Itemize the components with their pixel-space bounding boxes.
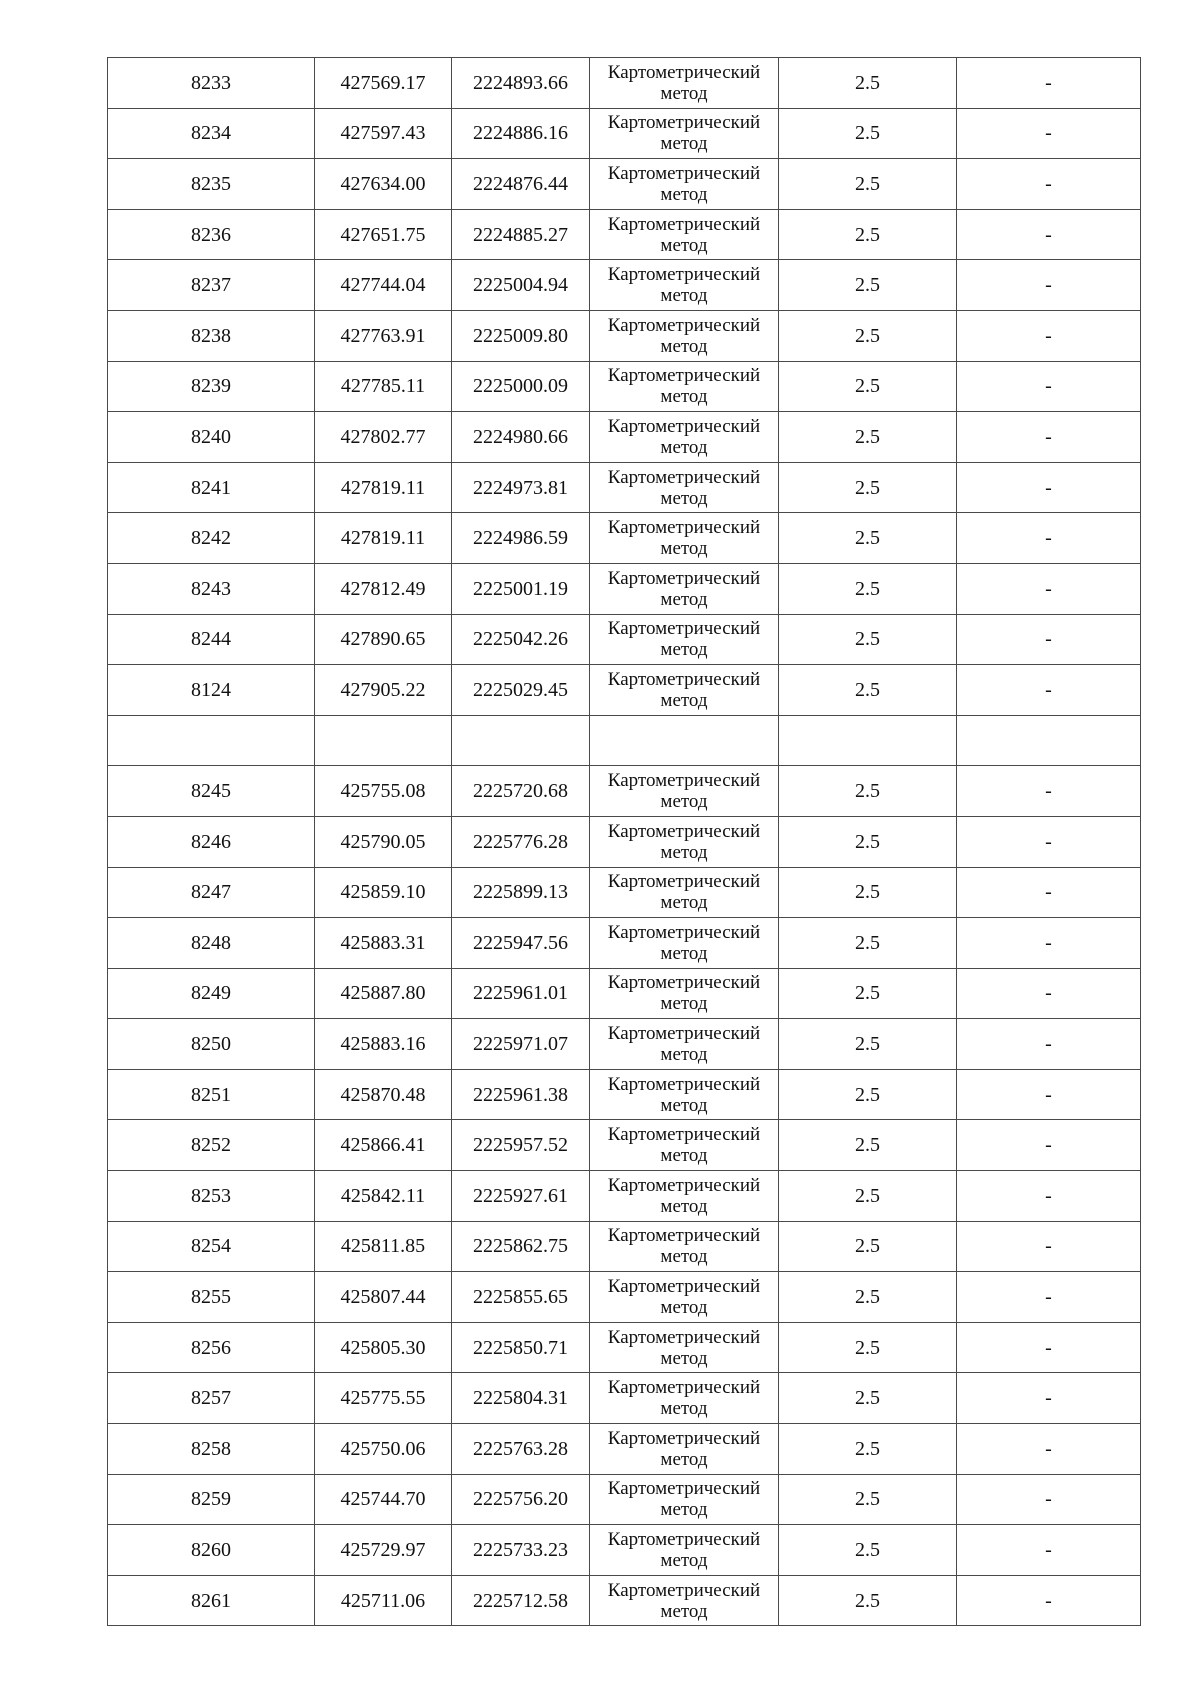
method-line-2: метод <box>660 386 708 408</box>
accuracy-cell: 2.5 <box>779 1221 957 1272</box>
method-line-1: Картометрический <box>607 1579 761 1601</box>
accuracy-cell: 2.5 <box>779 1272 957 1323</box>
method-cell <box>590 58 779 109</box>
point-number-cell: 8252 <box>108 1120 315 1171</box>
method-line-1: Картометрический <box>607 112 761 134</box>
method-line-2: метод <box>660 1246 708 1268</box>
empty-cell <box>108 715 315 766</box>
point-number-cell: 8242 <box>108 513 315 564</box>
table-row <box>108 108 1141 159</box>
table-row <box>108 1120 1141 1171</box>
point-number-cell: 8257 <box>108 1373 315 1424</box>
table-row <box>108 1474 1141 1525</box>
x-coordinate-cell: 425842.11 <box>315 1171 452 1222</box>
point-number-cell: 8253 <box>108 1171 315 1222</box>
accuracy-cell: 2.5 <box>779 310 957 361</box>
note-cell: - <box>957 665 1141 716</box>
y-coordinate-cell: 2224893.66 <box>452 58 590 109</box>
x-coordinate-cell: 427651.75 <box>315 209 452 260</box>
method-cell <box>590 1069 779 1120</box>
y-coordinate-cell: 2225004.94 <box>452 260 590 311</box>
method-line-1: Картометрический <box>607 1529 761 1551</box>
table-row <box>108 361 1141 412</box>
note-cell: - <box>957 918 1141 969</box>
note-cell: - <box>957 1474 1141 1525</box>
x-coordinate-cell: 427785.11 <box>315 361 452 412</box>
method-line-2: метод <box>660 1398 708 1420</box>
x-coordinate-cell: 425711.06 <box>315 1575 452 1626</box>
accuracy-cell: 2.5 <box>779 918 957 969</box>
point-number-cell: 8249 <box>108 968 315 1019</box>
accuracy-cell: 2.5 <box>779 462 957 513</box>
accuracy-cell: 2.5 <box>779 159 957 210</box>
point-number-cell: 8251 <box>108 1069 315 1120</box>
y-coordinate-cell: 2225862.75 <box>452 1221 590 1272</box>
method-line-2: метод <box>660 639 708 661</box>
y-coordinate-cell: 2225957.52 <box>452 1120 590 1171</box>
x-coordinate-cell: 427819.11 <box>315 462 452 513</box>
method-cell <box>590 766 779 817</box>
method-line-1: Картометрический <box>607 618 761 640</box>
method-line-2: метод <box>660 892 708 914</box>
table-row <box>108 816 1141 867</box>
accuracy-cell: 2.5 <box>779 1120 957 1171</box>
accuracy-cell: 2.5 <box>779 209 957 260</box>
x-coordinate-cell: 427597.43 <box>315 108 452 159</box>
accuracy-cell: 2.5 <box>779 412 957 463</box>
accuracy-cell: 2.5 <box>779 260 957 311</box>
method-cell <box>590 1221 779 1272</box>
method-line-1: Картометрический <box>607 668 761 690</box>
x-coordinate-cell: 427763.91 <box>315 310 452 361</box>
point-number-cell: 8258 <box>108 1424 315 1475</box>
table-row <box>108 1373 1141 1424</box>
note-cell: - <box>957 412 1141 463</box>
table-row <box>108 766 1141 817</box>
method-line-2: метод <box>660 82 708 104</box>
method-line-1: Картометрический <box>607 820 761 842</box>
method-line-1: Картометрический <box>607 1124 761 1146</box>
method-cell <box>590 513 779 564</box>
method-line-1: Картометрический <box>607 365 761 387</box>
coordinates-table-body <box>108 58 1141 1626</box>
method-cell <box>590 1575 779 1626</box>
note-cell: - <box>957 766 1141 817</box>
accuracy-cell: 2.5 <box>779 1424 957 1475</box>
empty-cell <box>590 715 779 766</box>
y-coordinate-cell: 2224885.27 <box>452 209 590 260</box>
method-line-2: метод <box>660 791 708 813</box>
y-coordinate-cell: 2225961.01 <box>452 968 590 1019</box>
y-coordinate-cell: 2225776.28 <box>452 816 590 867</box>
point-number-cell: 8254 <box>108 1221 315 1272</box>
x-coordinate-cell: 427819.11 <box>315 513 452 564</box>
note-cell: - <box>957 1272 1141 1323</box>
note-cell: - <box>957 1019 1141 1070</box>
method-line-2: метод <box>660 1094 708 1116</box>
y-coordinate-cell: 2225720.68 <box>452 766 590 817</box>
method-line-2: метод <box>660 841 708 863</box>
point-number-cell: 8234 <box>108 108 315 159</box>
accuracy-cell: 2.5 <box>779 58 957 109</box>
accuracy-cell: 2.5 <box>779 108 957 159</box>
method-line-2: метод <box>660 993 708 1015</box>
point-number-cell: 8240 <box>108 412 315 463</box>
point-number-cell: 8233 <box>108 58 315 109</box>
method-cell <box>590 462 779 513</box>
method-cell <box>590 563 779 614</box>
x-coordinate-cell: 425883.31 <box>315 918 452 969</box>
table-row <box>108 1019 1141 1070</box>
y-coordinate-cell: 2225961.38 <box>452 1069 590 1120</box>
method-cell <box>590 1373 779 1424</box>
method-cell <box>590 1525 779 1576</box>
note-cell: - <box>957 968 1141 1019</box>
y-coordinate-cell: 2225009.80 <box>452 310 590 361</box>
y-coordinate-cell: 2225899.13 <box>452 867 590 918</box>
method-line-2: метод <box>660 1347 708 1369</box>
x-coordinate-cell: 425750.06 <box>315 1424 452 1475</box>
point-number-cell: 8235 <box>108 159 315 210</box>
x-coordinate-cell: 425775.55 <box>315 1373 452 1424</box>
note-cell: - <box>957 209 1141 260</box>
table-row <box>108 1171 1141 1222</box>
method-line-1: Картометрический <box>607 1073 761 1095</box>
accuracy-cell: 2.5 <box>779 867 957 918</box>
method-line-2: метод <box>660 942 708 964</box>
table-row <box>108 159 1141 210</box>
x-coordinate-cell: 425755.08 <box>315 766 452 817</box>
point-number-cell: 8255 <box>108 1272 315 1323</box>
y-coordinate-cell: 2224980.66 <box>452 412 590 463</box>
method-cell <box>590 1424 779 1475</box>
x-coordinate-cell: 425744.70 <box>315 1474 452 1525</box>
note-cell: - <box>957 1221 1141 1272</box>
method-line-2: метод <box>660 1297 708 1319</box>
method-line-2: метод <box>660 487 708 509</box>
method-line-1: Картометрический <box>607 314 761 336</box>
x-coordinate-cell: 427905.22 <box>315 665 452 716</box>
note-cell: - <box>957 1171 1141 1222</box>
note-cell: - <box>957 108 1141 159</box>
method-line-2: метод <box>660 285 708 307</box>
point-number-cell: 8243 <box>108 563 315 614</box>
x-coordinate-cell: 427634.00 <box>315 159 452 210</box>
x-coordinate-cell: 427569.17 <box>315 58 452 109</box>
point-number-cell: 8246 <box>108 816 315 867</box>
accuracy-cell: 2.5 <box>779 1322 957 1373</box>
table-row <box>108 310 1141 361</box>
table-row <box>108 1424 1141 1475</box>
accuracy-cell: 2.5 <box>779 1474 957 1525</box>
point-number-cell: 8250 <box>108 1019 315 1070</box>
method-line-2: метод <box>660 1600 708 1622</box>
accuracy-cell: 2.5 <box>779 1171 957 1222</box>
note-cell: - <box>957 563 1141 614</box>
method-line-1: Картометрический <box>607 871 761 893</box>
point-number-cell: 8245 <box>108 766 315 817</box>
y-coordinate-cell: 2225712.58 <box>452 1575 590 1626</box>
method-cell <box>590 968 779 1019</box>
method-line-2: метод <box>660 183 708 205</box>
method-line-2: метод <box>660 1550 708 1572</box>
accuracy-cell: 2.5 <box>779 1019 957 1070</box>
x-coordinate-cell: 425870.48 <box>315 1069 452 1120</box>
y-coordinate-cell: 2225029.45 <box>452 665 590 716</box>
method-line-1: Картометрический <box>607 1326 761 1348</box>
point-number-cell: 8248 <box>108 918 315 969</box>
method-line-1: Картометрический <box>607 567 761 589</box>
x-coordinate-cell: 425883.16 <box>315 1019 452 1070</box>
x-coordinate-cell: 427744.04 <box>315 260 452 311</box>
note-cell: - <box>957 1424 1141 1475</box>
method-line-2: метод <box>660 436 708 458</box>
method-cell <box>590 361 779 412</box>
method-cell <box>590 918 779 969</box>
point-number-cell: 8244 <box>108 614 315 665</box>
y-coordinate-cell: 2225733.23 <box>452 1525 590 1576</box>
method-line-1: Картометрический <box>607 770 761 792</box>
table-row <box>108 1575 1141 1626</box>
x-coordinate-cell: 425866.41 <box>315 1120 452 1171</box>
method-cell <box>590 816 779 867</box>
point-number-cell: 8256 <box>108 1322 315 1373</box>
accuracy-cell: 2.5 <box>779 665 957 716</box>
table-row <box>108 462 1141 513</box>
y-coordinate-cell: 2224876.44 <box>452 159 590 210</box>
method-cell <box>590 1322 779 1373</box>
table-row <box>108 918 1141 969</box>
method-line-1: Картометрический <box>607 1276 761 1298</box>
method-line-1: Картометрический <box>607 1478 761 1500</box>
point-number-cell: 8238 <box>108 310 315 361</box>
note-cell: - <box>957 1120 1141 1171</box>
accuracy-cell: 2.5 <box>779 563 957 614</box>
note-cell: - <box>957 58 1141 109</box>
method-cell <box>590 412 779 463</box>
method-line-2: метод <box>660 689 708 711</box>
method-cell <box>590 614 779 665</box>
note-cell: - <box>957 1322 1141 1373</box>
empty-cell <box>779 715 957 766</box>
x-coordinate-cell: 427812.49 <box>315 563 452 614</box>
table-row <box>108 867 1141 918</box>
method-line-2: метод <box>660 1145 708 1167</box>
method-line-1: Картометрический <box>607 213 761 235</box>
y-coordinate-cell: 2225927.61 <box>452 1171 590 1222</box>
method-line-1: Картометрический <box>607 162 761 184</box>
note-cell: - <box>957 1525 1141 1576</box>
table-row <box>108 1221 1141 1272</box>
note-cell: - <box>957 513 1141 564</box>
y-coordinate-cell: 2225971.07 <box>452 1019 590 1070</box>
coordinates-table <box>107 57 1141 1626</box>
accuracy-cell: 2.5 <box>779 513 957 564</box>
x-coordinate-cell: 427802.77 <box>315 412 452 463</box>
y-coordinate-cell: 2225000.09 <box>452 361 590 412</box>
note-cell: - <box>957 361 1141 412</box>
point-number-cell: 8124 <box>108 665 315 716</box>
method-line-2: метод <box>660 588 708 610</box>
y-coordinate-cell: 2225947.56 <box>452 918 590 969</box>
method-cell <box>590 310 779 361</box>
method-line-1: Картометрический <box>607 1174 761 1196</box>
table-row <box>108 1322 1141 1373</box>
method-cell <box>590 867 779 918</box>
method-cell <box>590 260 779 311</box>
note-cell: - <box>957 614 1141 665</box>
x-coordinate-cell: 425887.80 <box>315 968 452 1019</box>
table-row <box>108 563 1141 614</box>
accuracy-cell: 2.5 <box>779 1373 957 1424</box>
accuracy-cell: 2.5 <box>779 1069 957 1120</box>
method-line-2: метод <box>660 1499 708 1521</box>
y-coordinate-cell: 2224886.16 <box>452 108 590 159</box>
point-number-cell: 8241 <box>108 462 315 513</box>
note-cell: - <box>957 310 1141 361</box>
table-row <box>108 1525 1141 1576</box>
point-number-cell: 8237 <box>108 260 315 311</box>
x-coordinate-cell: 425859.10 <box>315 867 452 918</box>
method-line-2: метод <box>660 1195 708 1217</box>
method-line-2: метод <box>660 335 708 357</box>
point-number-cell: 8236 <box>108 209 315 260</box>
accuracy-cell: 2.5 <box>779 766 957 817</box>
note-cell: - <box>957 867 1141 918</box>
x-coordinate-cell: 425805.30 <box>315 1322 452 1373</box>
y-coordinate-cell: 2225763.28 <box>452 1424 590 1475</box>
method-cell <box>590 108 779 159</box>
method-cell <box>590 159 779 210</box>
note-cell: - <box>957 816 1141 867</box>
x-coordinate-cell: 425811.85 <box>315 1221 452 1272</box>
x-coordinate-cell: 427890.65 <box>315 614 452 665</box>
y-coordinate-cell: 2225756.20 <box>452 1474 590 1525</box>
accuracy-cell: 2.5 <box>779 968 957 1019</box>
method-line-1: Картометрический <box>607 61 761 83</box>
accuracy-cell: 2.5 <box>779 361 957 412</box>
method-line-2: метод <box>660 538 708 560</box>
note-cell: - <box>957 1069 1141 1120</box>
method-cell <box>590 1120 779 1171</box>
empty-cell <box>957 715 1141 766</box>
method-cell <box>590 1171 779 1222</box>
table-row <box>108 1069 1141 1120</box>
y-coordinate-cell: 2225804.31 <box>452 1373 590 1424</box>
method-cell <box>590 209 779 260</box>
method-line-1: Картометрический <box>607 921 761 943</box>
method-cell <box>590 665 779 716</box>
empty-cell <box>315 715 452 766</box>
method-line-1: Картометрический <box>607 1023 761 1045</box>
method-cell <box>590 1019 779 1070</box>
note-cell: - <box>957 1575 1141 1626</box>
y-coordinate-cell: 2225850.71 <box>452 1322 590 1373</box>
table-row <box>108 1272 1141 1323</box>
table-row <box>108 209 1141 260</box>
method-line-2: метод <box>660 133 708 155</box>
method-line-1: Картометрический <box>607 1377 761 1399</box>
empty-cell <box>452 715 590 766</box>
note-cell: - <box>957 260 1141 311</box>
method-line-1: Картометрический <box>607 1225 761 1247</box>
method-cell <box>590 1272 779 1323</box>
method-line-1: Картометрический <box>607 466 761 488</box>
accuracy-cell: 2.5 <box>779 614 957 665</box>
method-line-2: метод <box>660 1044 708 1066</box>
method-line-2: метод <box>660 1448 708 1470</box>
table-row <box>108 412 1141 463</box>
note-cell: - <box>957 462 1141 513</box>
accuracy-cell: 2.5 <box>779 1575 957 1626</box>
point-number-cell: 8247 <box>108 867 315 918</box>
y-coordinate-cell: 2224986.59 <box>452 513 590 564</box>
table-row-empty <box>108 715 1141 766</box>
table-row <box>108 665 1141 716</box>
x-coordinate-cell: 425807.44 <box>315 1272 452 1323</box>
x-coordinate-cell: 425729.97 <box>315 1525 452 1576</box>
method-line-1: Картометрический <box>607 1427 761 1449</box>
method-line-1: Картометрический <box>607 517 761 539</box>
y-coordinate-cell: 2224973.81 <box>452 462 590 513</box>
method-line-1: Картометрический <box>607 972 761 994</box>
table-row <box>108 513 1141 564</box>
point-number-cell: 8259 <box>108 1474 315 1525</box>
table-row <box>108 968 1141 1019</box>
method-line-1: Картометрический <box>607 264 761 286</box>
point-number-cell: 8261 <box>108 1575 315 1626</box>
x-coordinate-cell: 425790.05 <box>315 816 452 867</box>
accuracy-cell: 2.5 <box>779 816 957 867</box>
method-cell <box>590 1474 779 1525</box>
note-cell: - <box>957 1373 1141 1424</box>
accuracy-cell: 2.5 <box>779 1525 957 1576</box>
y-coordinate-cell: 2225042.26 <box>452 614 590 665</box>
table-row <box>108 58 1141 109</box>
table-row <box>108 614 1141 665</box>
point-number-cell: 8260 <box>108 1525 315 1576</box>
table-row <box>108 260 1141 311</box>
y-coordinate-cell: 2225855.65 <box>452 1272 590 1323</box>
note-cell: - <box>957 159 1141 210</box>
point-number-cell: 8239 <box>108 361 315 412</box>
y-coordinate-cell: 2225001.19 <box>452 563 590 614</box>
method-line-2: метод <box>660 234 708 256</box>
method-line-1: Картометрический <box>607 415 761 437</box>
